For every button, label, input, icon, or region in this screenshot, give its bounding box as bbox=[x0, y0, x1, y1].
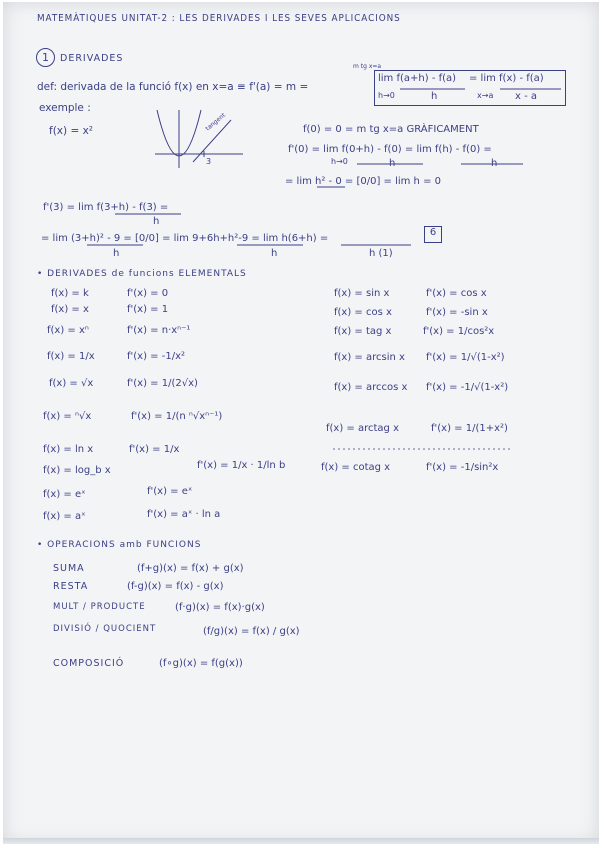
elemental-function: f(x) = xⁿ bbox=[47, 325, 89, 336]
notebook-page bbox=[3, 2, 599, 844]
elemental-derivative: f'(x) = 1 bbox=[127, 304, 169, 315]
example-3-den: h bbox=[153, 216, 160, 227]
operation-label: MULT / PRODUCTE bbox=[53, 602, 146, 612]
graph-line-2-sub: h→0 bbox=[331, 157, 348, 166]
elemental-derivative: f'(x) = eˣ bbox=[147, 486, 193, 497]
graph-x-label: 3 bbox=[206, 157, 212, 166]
section-heading: DERIVADES bbox=[60, 53, 124, 64]
elemental-derivative: f'(x) = 1/(2√x) bbox=[127, 378, 198, 389]
graph-line-2: f'(0) = lim f(0+h) - f(0) = lim f(h) - f(0) = bbox=[288, 144, 492, 155]
operation-expression: (f-g)(x) = f(x) - g(x) bbox=[127, 581, 224, 592]
def-limit-2-sub: x→a bbox=[477, 91, 494, 100]
def-limit-2: = lim f(x) - f(a) bbox=[469, 73, 544, 84]
def-limit-1-den: h bbox=[431, 91, 438, 102]
elemental-function: f(x) = ln x bbox=[43, 444, 94, 455]
def-limit-1-sub: h→0 bbox=[378, 91, 395, 100]
elemental-function: f(x) = aˣ bbox=[43, 511, 86, 522]
result-box: 6 bbox=[424, 226, 442, 243]
def-limit-1: lim f(a+h) - f(a) bbox=[378, 73, 457, 84]
elemental-function: f(x) = tag x bbox=[334, 326, 392, 337]
page-title: MATEMÀTIQUES UNITAT-2 : LES DERIVADES I LES SEVES APLICACIONS bbox=[37, 13, 401, 24]
operation-label: RESTA bbox=[53, 581, 89, 592]
elemental-function: f(x) = ⁿ√x bbox=[43, 411, 92, 422]
tangent-label: tangent bbox=[204, 111, 227, 133]
elemental-derivative: f'(x) = -1/x² bbox=[127, 351, 185, 362]
dotted-separator bbox=[3, 2, 599, 844]
elemental-derivative: f'(x) = -1/sin²x bbox=[426, 462, 499, 473]
elemental-derivative: f'(x) = n·xⁿ⁻¹ bbox=[127, 325, 191, 336]
elemental-derivative: f'(x) = cos x bbox=[426, 288, 487, 299]
operation-expression: (f∘g)(x) = f(g(x)) bbox=[159, 658, 243, 669]
elemental-derivative: f'(x) = 1/(n ⁿ√xⁿ⁻¹) bbox=[131, 411, 223, 422]
elemental-function: f(x) = cos x bbox=[334, 307, 392, 318]
elemental-derivative: f'(x) = 1/√(1-x²) bbox=[426, 352, 505, 363]
operation-expression: (f+g)(x) = f(x) + g(x) bbox=[137, 563, 244, 574]
operation-expression: (f/g)(x) = f(x) / g(x) bbox=[203, 626, 300, 637]
example-3-den-b: h bbox=[271, 248, 278, 259]
graph-line-2-den: h bbox=[389, 158, 396, 169]
definition-text: def: derivada de la funció f(x) en x=a ≡ f'(a) = m = bbox=[37, 81, 309, 93]
operation-label: COMPOSICIÓ bbox=[53, 658, 125, 669]
elemental-function: f(x) = k bbox=[51, 288, 89, 299]
elemental-derivative: f'(x) = 1/x · 1/ln b bbox=[197, 460, 286, 471]
example-3-den-c: h (1) bbox=[369, 248, 393, 259]
elemental-derivative: f'(x) = 1/cos²x bbox=[423, 326, 495, 337]
graph-line-2-den-b: h bbox=[491, 158, 498, 169]
section-number-badge: 1 bbox=[36, 48, 55, 67]
example-label: exemple : bbox=[39, 102, 91, 114]
example-3-line-1: f'(3) = lim f(3+h) - f(3) = bbox=[43, 202, 169, 213]
elemental-function: f(x) = sin x bbox=[334, 288, 390, 299]
elemental-derivative: f'(x) = -sin x bbox=[426, 307, 488, 318]
elemental-function: f(x) = x bbox=[51, 304, 89, 315]
def-limit-2-den: x - a bbox=[515, 91, 538, 102]
elemental-function: f(x) = eˣ bbox=[43, 489, 86, 500]
example-function: f(x) = x² bbox=[49, 125, 93, 137]
elemental-function: f(x) = log_b x bbox=[43, 465, 111, 476]
elemental-function: f(x) = 1/x bbox=[47, 351, 95, 362]
elemental-derivative: f'(x) = 0 bbox=[127, 288, 169, 299]
graph-line-1: f(0) = 0 = m tg x=a GRÀFICAMENT bbox=[303, 124, 479, 135]
elemental-derivative: f'(x) = 1/(1+x²) bbox=[431, 423, 508, 434]
elemental-function: f(x) = arcsin x bbox=[334, 352, 405, 363]
elemental-heading: • DERIVADES de funcions ELEMENTALS bbox=[37, 269, 247, 279]
elemental-function: f(x) = cotag x bbox=[321, 462, 391, 473]
tangent-note: m tg x=a bbox=[353, 63, 382, 70]
elemental-function: f(x) = √x bbox=[49, 378, 94, 389]
graph-line-3: = lim h² - 0 = [0/0] = lim h = 0 bbox=[285, 176, 441, 187]
operations-heading: • OPERACIONS amb FUNCIONS bbox=[37, 540, 202, 550]
elemental-derivative: f'(x) = -1/√(1-x²) bbox=[426, 382, 509, 393]
operation-label: SUMA bbox=[53, 563, 85, 574]
elemental-derivative: f'(x) = 1/x bbox=[129, 444, 180, 455]
operation-label: DIVISIÓ / QUOCIENT bbox=[53, 624, 157, 634]
elemental-function: f(x) = arctag x bbox=[326, 423, 399, 434]
elemental-function: f(x) = arccos x bbox=[334, 382, 408, 393]
example-3-den-a: h bbox=[113, 248, 120, 259]
operation-expression: (f·g)(x) = f(x)·g(x) bbox=[175, 602, 265, 613]
elemental-derivative: f'(x) = aˣ · ln a bbox=[147, 509, 221, 520]
example-3-line-2: = lim (3+h)² - 9 = [0/0] = lim 9+6h+h²-9 = lim h(6+h) = bbox=[41, 233, 329, 244]
